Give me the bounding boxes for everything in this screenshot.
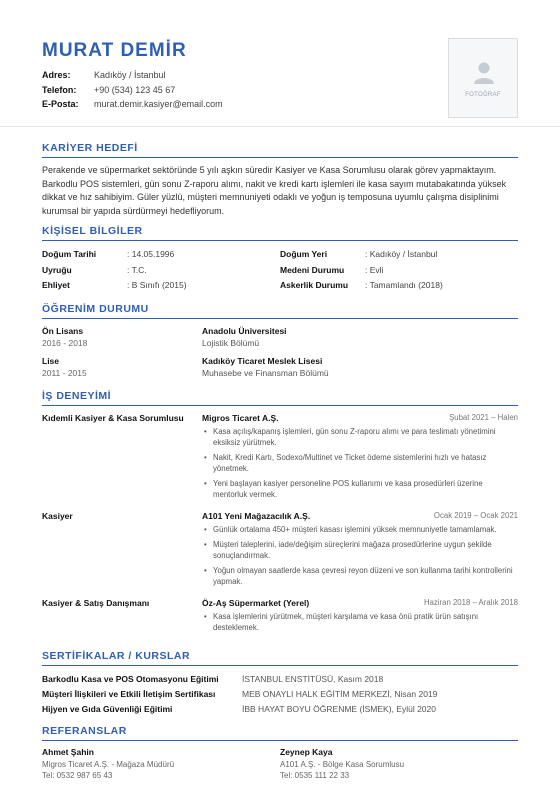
job-bullets [202,611,518,633]
education-right [202,355,329,379]
job-body [202,412,518,504]
job-bullets [202,426,518,500]
education-left [42,355,202,379]
job-dates: Ocak 2019 – Ocak 2021 [433,511,518,520]
job-role: Kasiyer [42,511,73,521]
personal-item [42,278,280,294]
reference-phone: Tel: 0532 987 65 43 [42,771,113,780]
personal-grid [42,247,518,294]
section-title: İŞ DENEYİMİ [42,390,518,406]
education-item [42,325,518,349]
job-bullet: • Müşteri taleplerini, iade/değişim süreçlerini mağaza prosedürlerine uygun şekilde sonuçlandırmak. [202,539,518,561]
certificate-item [42,672,518,687]
contact-label: Telefon: [42,84,77,95]
personal-label: Doğum Yeri [280,249,328,259]
job-bullet: • Yoğun olmayan saatlerde kasa çevresi reyon düzeni ve son kullanma tarihi kontrollerini yapmak. [202,565,518,587]
certificate-item [42,687,518,702]
photo-label: FOTOĞRAF [465,92,501,98]
personal-value: : B Sınıfı (2015) [127,280,187,290]
certificate-name: Müşteri İlişkileri ve Etkili İletişim Sertifikası [42,689,216,699]
header-divider [0,126,560,127]
education-right [202,325,287,349]
job-body [202,510,518,591]
certificate-issuer: İBB HAYAT BOYU ÖĞRENME (İSMEK), Eylül 2020 [242,704,436,714]
personal-item [42,263,280,279]
personal-value: : 14.05.1996 [127,249,175,259]
job-role: Kıdemli Kasiyer & Kasa Sorumlusu [42,413,184,423]
section-title: ÖĞRENİM DURUMU [42,303,518,319]
job-bullet: • Yeni başlayan kasiyer personeline POS kullanımı ve kasa prosedürleri üzerine mentorluk vermek. [202,478,518,500]
contact-address [42,68,223,83]
education-years: 2016 - 2018 [42,338,88,348]
personal-label: Medeni Durumu [280,264,345,275]
experience-section [42,390,518,643]
resume-header [42,0,518,125]
certificate-name: Hijyen ve Gıda Güvenliği Eğitimi [42,704,173,714]
job-company: A101 Yeni Mağazacılık A.Ş. [202,511,311,521]
job-role: Kasiyer & Satış Danışmanı [42,598,150,608]
contact-value: Kadıköy / İstanbul [94,70,166,80]
education-degree: Lise [42,356,60,366]
job-bullet: • Kasa işlemlerini yürütmek, müşteri karşılama ve kasa önü pratik ürün satışını desteklemek. [202,611,518,633]
personal-section [42,225,518,294]
reference-name: Zeynep Kaya [280,747,333,757]
education-school: Kadıköy Ticaret Meslek Lisesi [202,356,323,366]
references-list [42,747,518,782]
job-company: Migros Ticaret A.Ş. [202,413,279,423]
reference-phone: Tel: 0535 111 22 33 [280,771,350,780]
person-icon [473,61,495,85]
contact-value: murat.demir.kasiyer@email.com [94,99,223,109]
contact-label: Adres: [42,70,71,80]
education-school: Anadolu Üniversitesi [202,326,287,336]
objective-section [42,142,518,218]
job-head [202,510,518,522]
job-item [42,510,518,591]
job-bullet: • Kasa açılış/kapanış işlemleri, gün sonu Z-raporu alımı ve para teslimatı yönetimini eksiksiz yürütmek. [202,426,518,448]
personal-label: Uyruğu [42,264,72,275]
personal-label: Ehliyet [42,280,70,290]
certificate-issuer: İSTANBUL ENSTİTÜSÜ, Kasım 2018 [242,674,384,684]
personal-value: : Kadıköy / İstanbul [365,249,438,259]
photo-placeholder [448,38,518,118]
reference-item [42,747,280,782]
reference-position: Migros Ticaret A.Ş. - Mağaza Müdürü [42,759,175,769]
education-department: Lojistik Bölümü [202,338,260,348]
contact-email [42,97,223,112]
section-title: KARİYER HEDEFİ [42,142,518,158]
section-title: KİŞİSEL BİLGİLER [42,225,518,241]
job-head [202,412,518,424]
personal-value: : Evli [365,264,384,275]
education-department: Muhasebe ve Finansman Bölümü [202,368,329,378]
job-bullets [202,524,518,587]
candidate-name: MURAT DEMİR [42,40,187,61]
contact-block [42,68,223,112]
personal-label: Doğum Tarihi [42,249,97,259]
personal-item [280,263,518,279]
education-years: 2011 - 2015 [42,368,87,378]
section-title: REFERANSLAR [42,725,518,741]
education-degree: Ön Lisans [42,326,84,336]
contact-label: E-Posta: [42,99,79,109]
references-section [42,725,518,782]
certificate-name: Barkodlu Kasa ve POS Otomasyonu Eğitimi [42,674,219,684]
job-head [202,597,518,609]
reference-position: A101 A.Ş. - Bölge Kasa Sorumlusu [280,759,405,769]
job-item [42,597,518,637]
education-section [42,303,518,385]
certificate-issuer: MEB ONAYLI HALK EĞİTİM MERKEZİ, Nisan 2019 [242,689,438,699]
job-bullet: • Nakit, Kredi Kartı, Sodexo/Multinet ve Ticket ödeme sistemlerini hızlı ve hatasız yönetmek. [202,452,518,474]
section-title: SERTİFİKALAR / KURSLAR [42,650,518,666]
job-body [202,597,518,637]
personal-label: Askerlik Durumu [280,280,349,290]
certificate-item [42,702,518,717]
reference-name: Ahmet Şahin [42,747,94,757]
certificates-section [42,650,518,717]
personal-item [42,247,280,263]
contact-value: +90 (534) 123 45 67 [94,84,176,95]
job-dates: Şubat 2021 – Halen [449,413,518,422]
job-company: Öz-Aş Süpermarket (Yerel) [202,598,310,608]
personal-value: : Tamamlandı (2018) [365,280,443,290]
job-dates: Haziran 2018 – Aralık 2018 [423,598,518,607]
personal-item [280,247,518,263]
education-left [42,325,202,349]
job-item [42,412,518,504]
personal-value: : T.C. [127,264,147,275]
job-bullet: • Günlük ortalama 450+ müşteri kasası işlemini yüksek memnuniyetle tamamlamak. [202,524,518,535]
personal-item [280,278,518,294]
contact-phone [42,83,223,98]
education-item [42,355,518,379]
reference-item [280,747,518,782]
objective-text: Perakende ve süpermarket sektöründe 5 yılı aşkın süredir Kasiyer ve Kasa Sorumlusu olarak görev yapmaktayım. Barkodlu POS sistemleri, gün sonu Z-raporu alımı, nakit ve kredi kartı işlemleri ile kasa sayım mutabakatında yüksek dikkat ve hız sahibiyim. Güler yüzlü, müşteri memnuniyeti odaklı ve yoğun iş temposuna uyumlu çalışma disiplinimi kurumsal bir yapıda sürdürmeyi hedefliyorum. [42,165,507,216]
